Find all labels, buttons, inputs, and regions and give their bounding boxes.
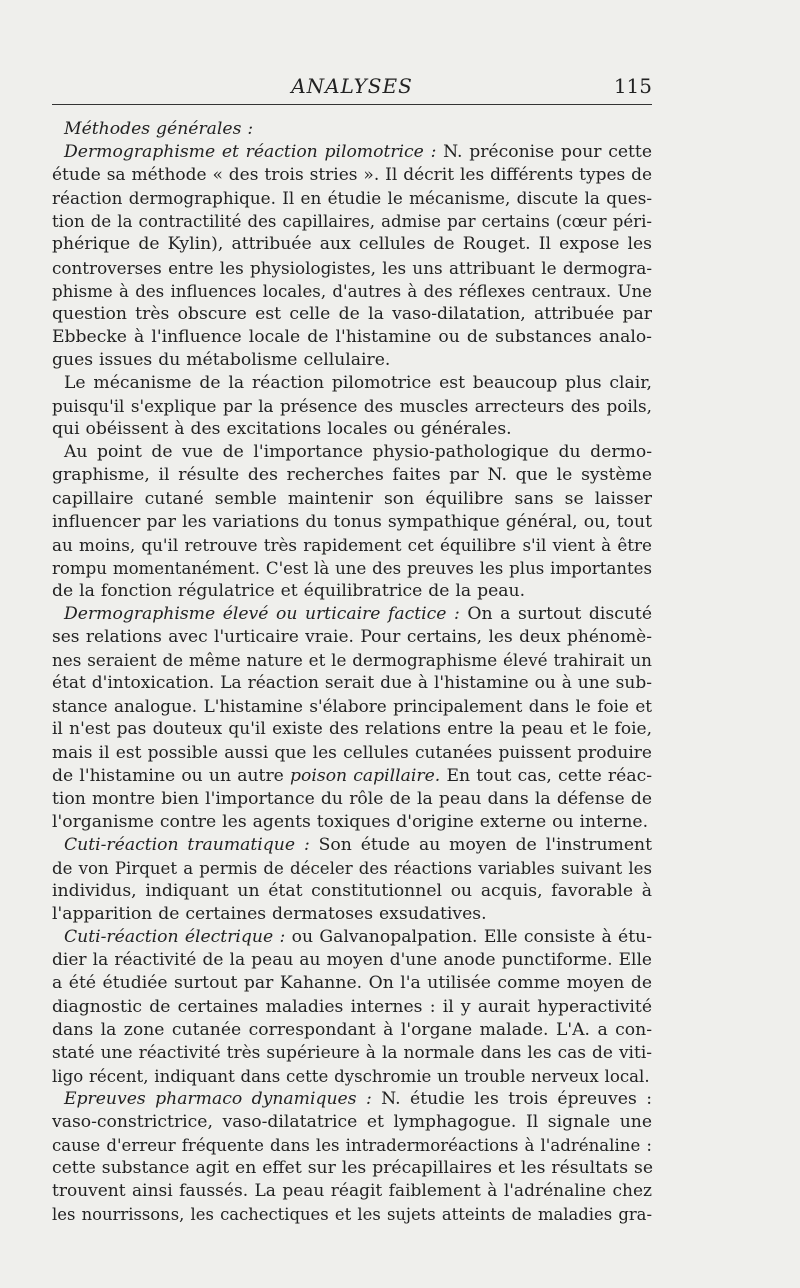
text-line: les nourrissons, les cachectiques et les sujets atteints de maladies gra- [52,1205,652,1225]
text-line: dans la zone cutanée correspondant à l'organe malade. L'A. a con- [52,1019,652,1040]
text-line: cette substance agit en effet sur les précapillaires et les résultats se [52,1158,653,1179]
text-line: vaso-constrictrice, vaso-dilatatrice et lymphagogue. Il signale une [52,1112,652,1133]
paragraph-lead: Cuti-réaction traumatique : [64,834,310,855]
paragraph-importance [52,441,652,603]
paragraph-cuti-electrique [52,926,652,1088]
paragraph-lead: Epreuves pharmaco dynamiques : [64,1088,372,1109]
section-heading: Méthodes générales : [64,119,254,139]
text-line: stance analogue. L'histamine s'élabore principalement dans le foie et [52,696,652,717]
paragraph-urticaire [52,603,652,834]
text-line: diagnostic de certaines maladies internes : il y aurait hyperactivité [52,996,652,1017]
text-line: rompu momentanément. C'est là une des preuves les plus importantes [52,558,652,578]
text-line: Dermographisme élevé ou urticaire factice : On a surtout discuté [64,603,652,624]
paragraph-dermographisme [52,141,652,372]
text-line: de la fonction régulatrice et équilibratrice de la peau. [52,580,526,601]
text-line: Cuti-réaction traumatique : Son étude au moyen de l'instrument [64,834,652,855]
emphasis: poison capillaire. [290,765,441,786]
text-line: mais il est possible aussi que les cellules cutanées puissent produire [52,742,652,763]
text-line: réaction dermographique. Il en étudie le mécanisme, discute la ques- [52,188,652,209]
text-line: influencer par les variations du tonus sympathique général, ou, tout [52,511,652,532]
text-line: l'apparition de certaines dermatoses exsudatives. [52,904,487,925]
text-line: Ebbecke à l'influence locale de l'histamine ou de substances analo- [52,326,652,347]
text-line: controverses entre les physiologistes, les uns attribuant le dermogra- [52,257,652,278]
text-line: nes seraient de même nature et le dermographisme élevé trahirait un [52,650,652,671]
text-line: individus, indiquant un état constitutionnel ou acquis, favorable à [52,881,652,902]
text-line: capillaire cutané semble maintenir son équilibre sans se laisser [52,488,652,509]
text-line: staté une réactivité très supérieure à la normale dans les cas de viti- [52,1042,652,1063]
text-line: cause d'erreur fréquente dans les intradermoréactions à l'adrénaline : [52,1136,652,1156]
text-line: tion de la contractilité des capillaires, admise par certains (cœur péri- [52,212,652,232]
text-line: l'organisme contre les agents toxiques d'origine externe ou interne. [52,811,649,832]
paragraph-lead: Cuti-réaction électrique : [64,927,286,948]
text-line: ligo récent, indiquant dans cette dyschromie un trouble nerveux local. [52,1066,650,1086]
text-line: il n'est pas douteux qu'il existe des relations entre la peau et le foie, [52,719,652,740]
text-line: de l'histamine ou un autre poison capillaire. En tout cas, cette réac- [52,765,653,786]
text-line: graphisme, il résulte des recherches faites par N. que le système [52,465,652,486]
text-line: question très obscure est celle de la vaso-dilatation, attribuée par [52,303,652,324]
text-line: Le mécanisme de la réaction pilomotrice est beaucoup plus clair, [64,373,652,394]
body-text [52,118,652,1227]
page-header [52,74,652,105]
text-line: Au point de vue de l'importance physio-pathologique du dermo- [64,442,652,463]
paragraph-pilomotrice [52,372,652,441]
text-line: tion montre bien l'importance du rôle de la peau dans la défense de [52,788,652,809]
text-line: phérique de Kylin), attribuée aux cellules de Rouget. Il expose les [52,234,652,255]
running-title: ANALYSES [291,74,413,98]
text-line: trouvent ainsi faussés. La peau réagit faiblement à l'adrénaline chez [52,1181,652,1202]
text-line: ses relations avec l'urticaire vraie. Pour certains, les deux phénomè- [52,627,652,648]
text-line: Dermographisme et réaction pilomotrice : N. préconise pour cette [64,142,652,163]
paragraph-epreuves [52,1088,652,1227]
page-number: 115 [613,74,652,98]
paragraph-lead: Dermographisme élevé ou urticaire factice : [64,603,460,624]
text-line: état d'intoxication. La réaction serait due à l'histamine ou à une sub- [52,673,652,694]
text-line: dier la réactivité de la peau au moyen d'une anode punctiforme. Elle [52,950,652,971]
text-line: phisme à des influences locales, d'autres à des réflexes centraux. Une [52,281,652,301]
text-line: Cuti-réaction électrique : ou Galvanopalpation. Elle consiste à étu- [64,927,652,948]
text-line: de von Pirquet a permis de déceler des réactions variables suivant les [52,859,652,878]
paragraph-cuti-traumatique [52,834,652,926]
text-line: puisqu'il s'explique par la présence des muscles arrecteurs des poils, [52,396,652,417]
text-line: gues issues du métabolisme cellulaire. [52,349,391,370]
text-line: a été étudiée surtout par Kahanne. On l'a utilisée comme moyen de [52,973,652,994]
text-line: au moins, qu'il retrouve très rapidement cet équilibre s'il vient à être [52,534,652,555]
text-line: étude sa méthode « des trois stries ». Il décrit les différents types de [52,165,653,186]
text-line: qui obéissent à des excitations locales ou générales. [52,419,512,440]
paragraph-lead: Dermographisme et réaction pilomotrice : [64,142,437,163]
text-line: Epreuves pharmaco dynamiques : N. étudie les trois épreuves : [64,1088,652,1109]
